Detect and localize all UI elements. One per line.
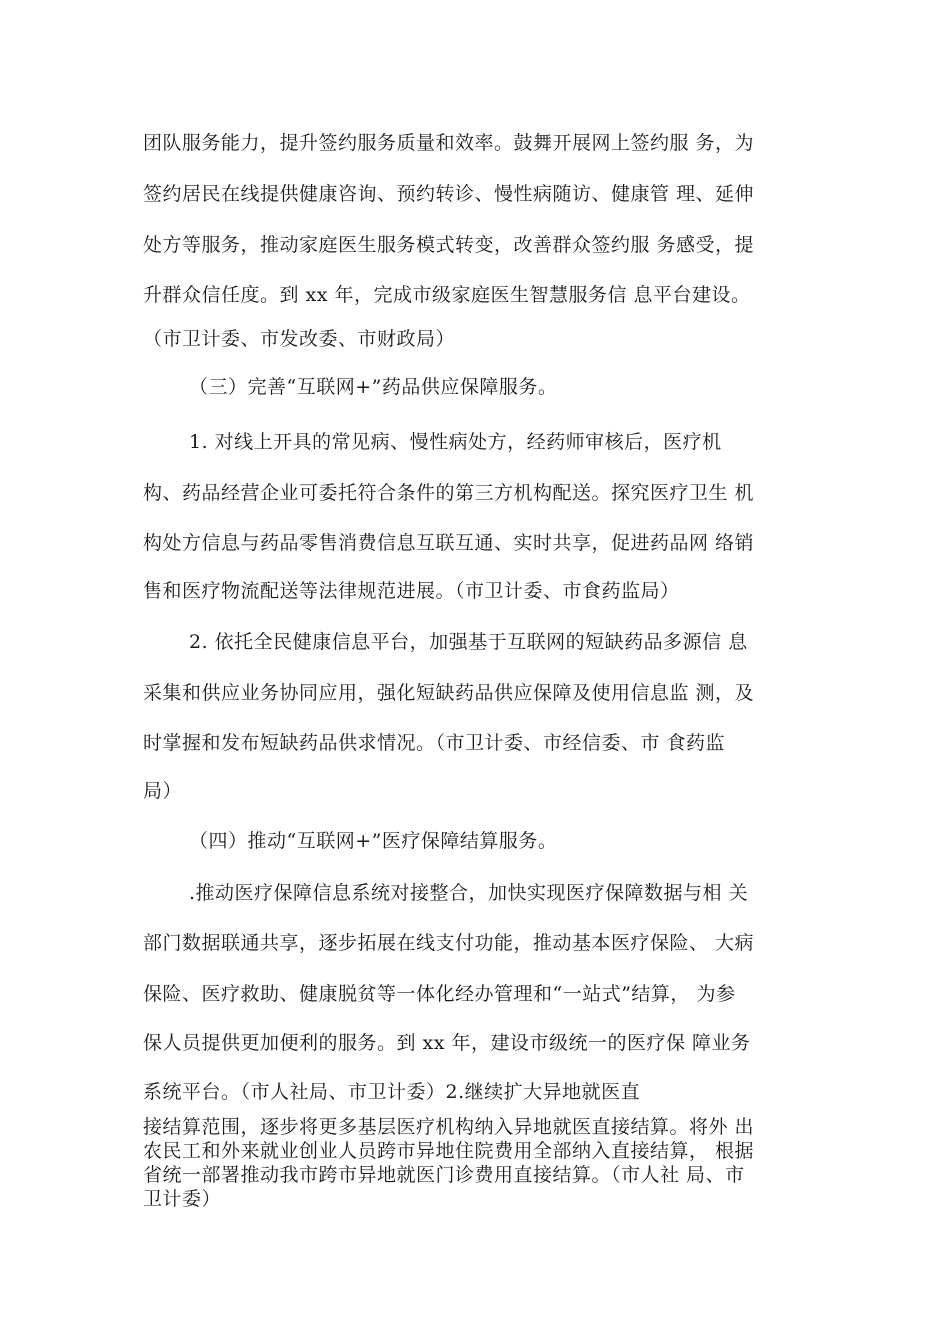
text-line: 保人员提供更加便利的服务。到 xx 年，建设市级统一的医疗保 障业务: [143, 1032, 751, 1054]
text-line: 构处方信息与药品零售消费信息互联互通、实时共享，促进药品网 络销: [143, 532, 755, 554]
text-line: 部门数据联通共享，逐步拓展在线支付功能，推动基本医疗保险、 大病: [143, 932, 755, 954]
text-line: 时掌握和发布短缺药品供求情况。（市卫计委、市经信委、市 食药监: [143, 732, 726, 754]
text-line: （市卫计委、市发改委、市财政局）: [143, 328, 456, 350]
text-line: 农民工和外来就业创业人员跨市异地住院费用全部纳入直接结算， 根据: [143, 1140, 755, 1162]
text-line: 1. 对线上开具的常见病、慢性病处方，经药师审核后，医疗机: [189, 431, 722, 453]
text-line: 售和医疗物流配送等法律规范进展。（市卫计委、市食药监局）: [143, 580, 680, 602]
text-line: 处方等服务，推动家庭医生服务模式转变，改善群众签约服 务感受，提: [143, 234, 755, 256]
section-heading-text: （四）推动“互联网+”医疗保障结算服务。: [189, 830, 558, 852]
text-line: 2. 依托全民健康信息平台，加强基于互联网的短缺药品多源信 息: [189, 631, 748, 653]
text-line: 构、药品经营企业可委托符合条件的第三方机构配送。探究医疗卫生 机: [143, 482, 755, 504]
text-line: 团队服务能力，提升签约服务质量和效率。鼓舞开展网上签约服 务，为: [143, 132, 755, 154]
section-heading-text: （三）完善“互联网+”药品供应保障服务。: [189, 376, 558, 398]
text-line: 签约居民在线提供健康咨询、预约转诊、慢性病随访、健康管 理、延伸: [143, 183, 755, 205]
text-line: 保险、医疗救助、健康脱贫等一体化经办管理和“一站式”结算， 为参: [143, 983, 736, 1005]
text-line: 卫计委）: [143, 1188, 222, 1210]
text-line: 升群众信任度。到 xx 年，完成市级家庭医生智慧服务信 息平台建设。: [143, 284, 751, 306]
text-line: 系统平台。（市人社局、市卫计委）2.继续扩大异地就医直: [143, 1081, 641, 1103]
text-line: .推动医疗保障信息系统对接整合，加快实现医疗保障数据与相 关: [189, 882, 749, 904]
text-line: 省统一部署推动我市跨市异地就医门诊费用直接结算。（市人社 局、市: [143, 1164, 745, 1186]
text-line: 局）: [143, 780, 183, 802]
text-line: 接结算范围，逐步将更多基层医疗机构纳入异地就医直接结算。将外 出: [143, 1116, 755, 1138]
text-line: 采集和供应业务协同应用，强化短缺药品供应保障及使用信息监 测，及: [143, 682, 755, 704]
